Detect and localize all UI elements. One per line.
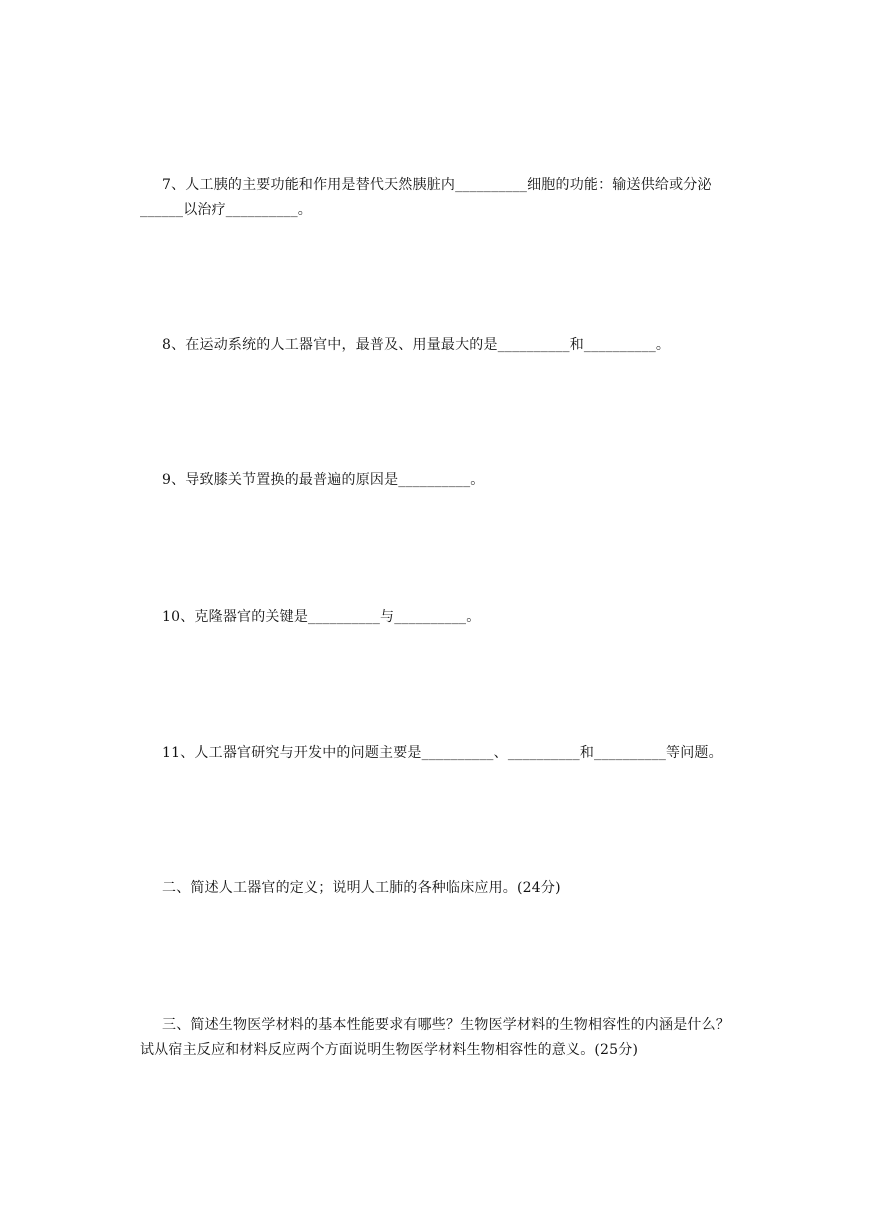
question-11: 11、人工器官研究与开发中的问题主要是__________、__________和__________等问题。 <box>162 745 723 761</box>
question-7: 7、人工胰的主要功能和作用是替代天然胰脏内__________细胞的功能：输送供给或分泌______以治疗__________。 <box>140 177 712 218</box>
section-2-question: 二、简述人工器官的定义；说明人工肺的各种临床应用。(24分) <box>162 880 561 896</box>
question-10: 10、克隆器官的关键是__________与__________。 <box>162 609 481 625</box>
question-9: 9、导致膝关节置换的最普遍的原因是__________。 <box>162 472 485 488</box>
question-8: 8、在运动系统的人工器官中，最普及、用量最大的是__________和__________。 <box>162 337 671 353</box>
section-3-question: 三、简述生物医学材料的基本性能要求有哪些？生物医学材料的生物相容性的内涵是什么？试从宿主反应和材料反应两个方面说明生物医学材料生物相容性的意义。(25分) <box>140 1017 730 1058</box>
